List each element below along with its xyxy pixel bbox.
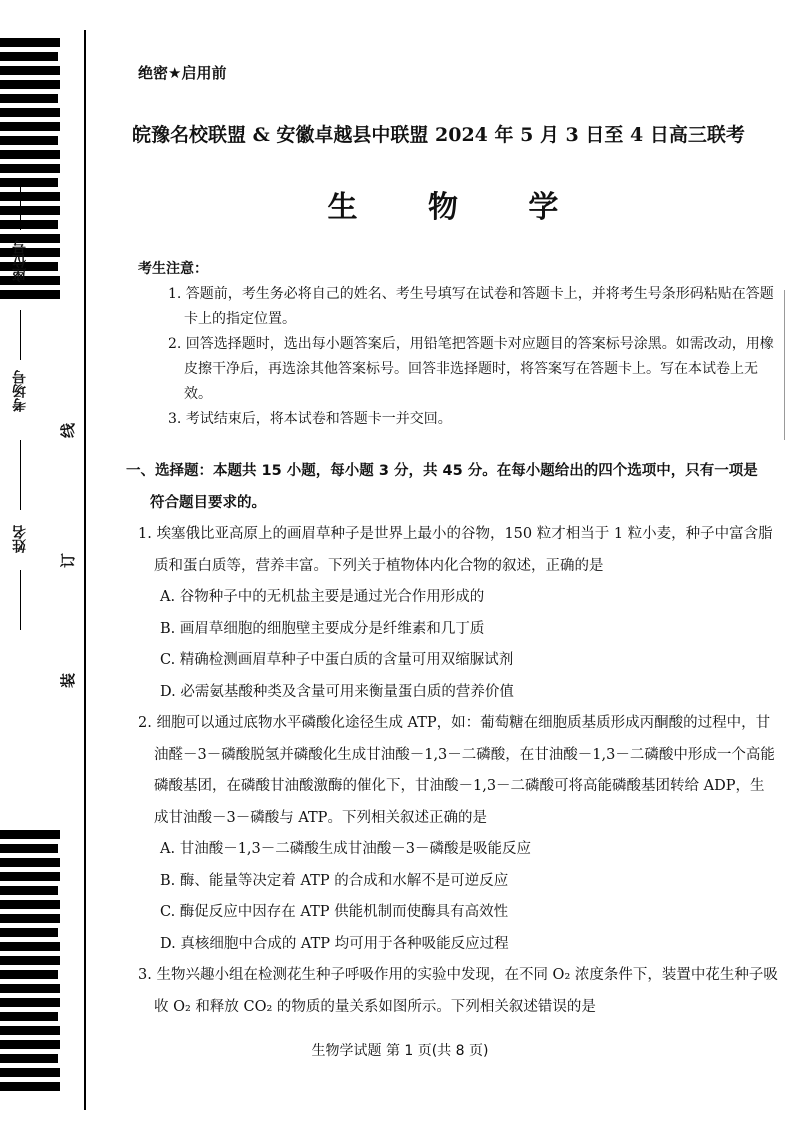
name-label: 姓名 xyxy=(12,525,28,553)
notice-item: 3. 考试结束后，将本试卷和答题卡一并交回。 xyxy=(168,411,452,427)
seal-char-ding: 订 xyxy=(59,552,78,569)
exam-title: 皖豫名校联盟 & 安徽卓越县中联盟 2024 年 5 月 3 日至 4 日高三联考 xyxy=(132,124,745,146)
exam-room-label: 考场号 xyxy=(12,370,28,412)
exam-room-underline xyxy=(20,310,21,360)
notice-title: 考生注意： xyxy=(138,261,208,277)
q2-option-c: C. 酶促反应中因存在 ATP 供能机制而使酶具有高效性 xyxy=(160,904,509,920)
seat-number-label: 座位号 xyxy=(12,240,28,282)
notice-item: 2. 回答选择题时，选出每小题答案后，用铅笔把答题卡对应题目的答案标号涂黑。如需改动，用橡皮擦干净后，再选涂其他答案标号。回答非选择题时，将答案写在答题卡上。写在本试卷上无效。 xyxy=(168,336,774,402)
id-underline xyxy=(20,570,21,630)
seal-char-line: 线 xyxy=(59,422,78,439)
paper-content xyxy=(126,62,778,1015)
notice-list xyxy=(168,282,778,432)
section-heading-cont: 符合题目要求的。 xyxy=(150,494,266,511)
question-stem-1: 1. 埃塞俄比亚高原上的画眉草种子是世界上最小的谷物，150 粒才相当于 1 粒小麦，种子中富含脂质和蛋白质等，营养丰富。下列关于植物体内化合物的叙述，正确的是 xyxy=(138,526,773,574)
q1-option-a: A. 谷物种子中的无机盐主要是通过光合作用形成的 xyxy=(160,589,485,605)
page-footer: 生物学试题 第 1 页(共 8 页) xyxy=(311,1043,489,1059)
q2-option-d: D. 真核细胞中合成的 ATP 均可用于各种吸能反应过程 xyxy=(160,935,509,952)
q1-option-b: B. 画眉草细胞的细胞壁主要成分是纤维素和几丁质 xyxy=(160,620,485,637)
seat-number-underline xyxy=(20,180,21,230)
questions-section xyxy=(126,456,778,1023)
binding-strip xyxy=(0,30,95,1110)
seal-char-zhuang: 装 xyxy=(59,672,78,689)
question-stem-2: 2. 细胞可以通过底物水平磷酸化途径生成 ATP，如：葡萄糖在细胞质基质形成丙酮酸的过程中，甘油醛－3－磷酸脱氢并磷酸化生成甘油酸－1,3－二磷酸，在甘油酸－1,3－二磷酸中形成一个高能磷酸基团，在磷酸甘油酸激酶的催化下，甘油酸－1,3－二磷酸可将高能磷酸基团转给 ADP，生成甘油酸－3－磷酸与 ATP。下列相关叙述正确的是 xyxy=(138,715,775,826)
right-edge-mark xyxy=(784,290,785,440)
section-heading: 一、选择题：本题共 15 小题，每小题 3 分，共 45 分。在每小题给出的四个选项中，只有一项是 xyxy=(126,463,758,479)
q2-option-b: B. 酶、能量等决定着 ATP 的合成和水解不是可逆反应 xyxy=(160,872,509,889)
question-stem-3: 3. 生物兴趣小组在检测花生种子呼吸作用的实验中发现，在不同 O₂ 浓度条件下，装置中花生种子吸收 O₂ 和释放 CO₂ 的物质的量关系如图所示。下列相关叙述错误的是 xyxy=(138,967,778,1015)
notice-item: 1. 答题前，考生务必将自己的姓名、考生号填写在试卷和答题卡上，并将考生号条形码粘贴在答题卡上的指定位置。 xyxy=(168,286,774,327)
q1-option-d: D. 必需氨基酸种类及含量可用来衡量蛋白质的营养价值 xyxy=(160,683,514,700)
q2-option-a: A. 甘油酸－1,3－二磷酸生成甘油酸－3－磷酸是吸能反应 xyxy=(160,841,531,857)
seal-line xyxy=(84,30,86,1110)
secret-mark: 绝密★启用前 xyxy=(138,64,227,82)
name-underline xyxy=(20,440,21,510)
q1-option-c: C. 精确检测画眉草种子中蛋白质的含量可用双缩脲试剂 xyxy=(160,652,514,668)
subject-title: 生 物 学 xyxy=(327,190,589,225)
